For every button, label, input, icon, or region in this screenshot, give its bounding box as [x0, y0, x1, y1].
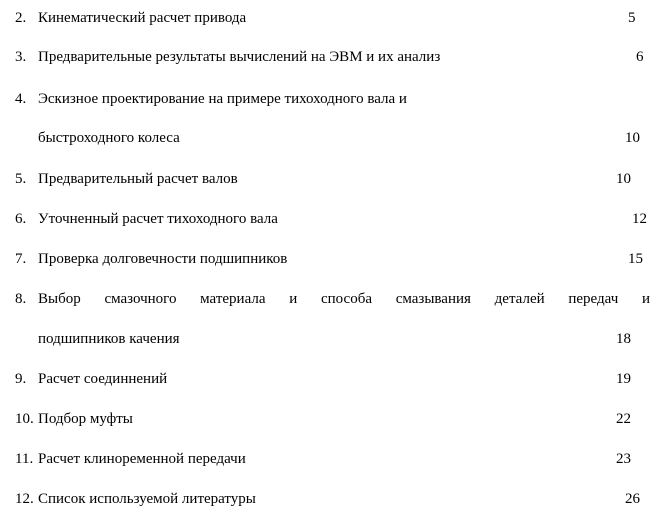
toc-entry-title: Кинематический расчет привода: [38, 10, 247, 26]
toc-entry: [0, 490, 666, 508]
toc-entry-title: Предварительный расчет валов: [38, 171, 238, 187]
toc-entry: [0, 290, 666, 308]
toc-entry-number: 9.: [15, 371, 27, 387]
toc-entry-number: 3.: [15, 49, 27, 65]
toc-entry: [0, 410, 666, 428]
toc-entry: [0, 48, 666, 66]
toc-entry-number: 11.: [15, 451, 34, 467]
toc-entry: [0, 250, 666, 268]
toc-entry-page: 18: [616, 331, 631, 347]
toc-entry-page: 12: [632, 211, 647, 227]
toc-entry-page: 10: [616, 171, 631, 187]
toc-entry: [0, 90, 666, 108]
toc-entry-page: 26: [625, 491, 640, 507]
toc-entry-continuation: [0, 129, 666, 147]
toc-entry-title: Расчет соединнений: [38, 371, 168, 387]
toc-entry-number: 4.: [15, 91, 27, 107]
toc-entry-continuation: [0, 330, 666, 348]
toc-entry-number: 10.: [15, 411, 34, 427]
toc-entry-number: 7.: [15, 251, 27, 267]
toc-entry: [0, 9, 666, 27]
toc-entry-page: 6: [636, 49, 644, 65]
toc-entry-page: 23: [616, 451, 631, 467]
toc-entry-title-line1: Выбор смазочного материала и способа смазывания деталей передач и: [38, 291, 650, 307]
toc-entry-title: Список используемой литературы: [38, 491, 256, 507]
toc-entry-number: 2.: [15, 10, 27, 26]
toc-entry-page: 19: [616, 371, 631, 387]
toc-entry-page: 10: [625, 130, 640, 146]
toc-entry: [0, 450, 666, 468]
toc-entry-number: 5.: [15, 171, 27, 187]
toc-entry-title: Проверка долговечности подшипников: [38, 251, 288, 267]
toc-entry-title-line2: подшипников качения: [38, 331, 180, 347]
toc-entry-page: 5: [628, 10, 636, 26]
toc-entry-title: Уточненный расчет тихоходного вала: [38, 211, 278, 227]
toc-entry-number: 6.: [15, 211, 27, 227]
toc-entry-page: 22: [616, 411, 631, 427]
toc-entry: [0, 370, 666, 388]
toc-entry-title: Подбор муфты: [38, 411, 133, 427]
toc-entry-page: 15: [628, 251, 643, 267]
toc-entry-title-line2: быстроходного колеса: [38, 130, 180, 146]
toc-entry-title: Предварительные результаты вычислений на ЭВМ и их анализ: [38, 49, 441, 65]
toc-entry-number: 12.: [15, 491, 34, 507]
toc-entry-title: Расчет клиноременной передачи: [38, 451, 246, 467]
toc-entry: [0, 210, 666, 228]
toc-entry-number: 8.: [15, 291, 27, 307]
toc-entry-title-line1: Эскизное проектирование на примере тихоходного вала и: [38, 91, 407, 107]
toc-entry: [0, 170, 666, 188]
